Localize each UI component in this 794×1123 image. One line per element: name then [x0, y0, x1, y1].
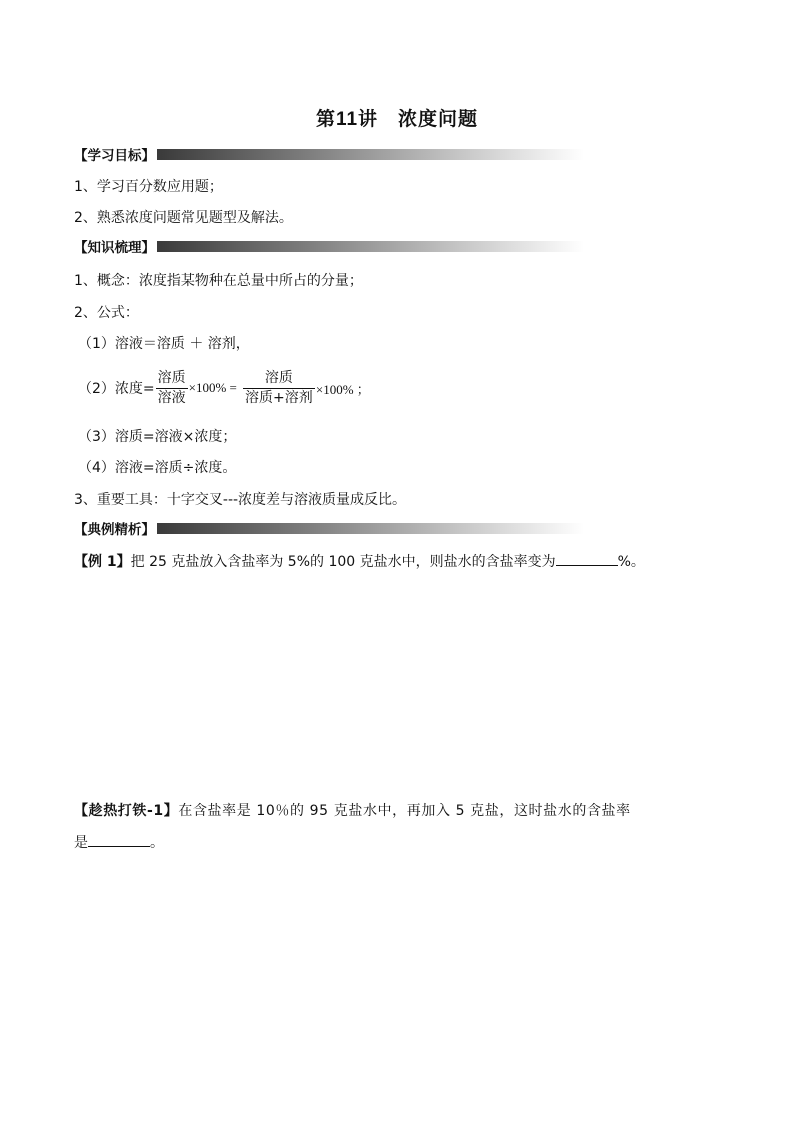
section-label: 【典例精析】: [74, 522, 155, 538]
fraction-1-numerator: 溶质: [156, 370, 188, 389]
formula-heading: 2、公式：: [74, 305, 139, 321]
page-title: [0, 104, 794, 131]
example-1-text: 把 25 克盐放入含盐率为 5%的 100 克盐水中，则盐水的含盐率变为: [130, 554, 556, 570]
practice-1-prefix: 是: [74, 835, 88, 851]
formula-1: （1）溶液＝溶质 ＋ 溶剂，: [78, 336, 250, 352]
answer-blank: [88, 833, 150, 847]
fraction-2: [243, 370, 315, 407]
section-header-examples: [74, 520, 584, 536]
formula-2: [78, 368, 370, 408]
concept-line: 1、概念：浓度指某物种在总量中所占的分量；: [74, 273, 363, 289]
section-header-goals: [74, 146, 584, 162]
fraction-1-denominator: 溶液: [157, 389, 186, 406]
formula-4: （4）溶液=溶质÷浓度。: [78, 460, 237, 476]
title-number: 11: [335, 109, 359, 130]
formula-2-label: （2）浓度=: [78, 381, 155, 397]
example-1: [74, 551, 645, 571]
goal-item-1: 1、学习百分数应用题；: [74, 179, 223, 195]
title-prefix: 第: [315, 108, 336, 130]
fraction-2-denominator: 溶质+溶剂: [245, 389, 313, 406]
formula-3: （3）溶质=溶液×浓度；: [78, 429, 237, 445]
practice-1-suffix: 。: [150, 835, 164, 851]
fraction-1: [156, 370, 188, 407]
section-gradient-bar: [157, 523, 584, 534]
practice-1: [74, 800, 631, 820]
section-label: 【知识梳理】: [74, 240, 155, 256]
section-gradient-bar: [157, 149, 584, 160]
example-1-suffix: %。: [617, 554, 645, 570]
section-gradient-bar: [157, 241, 584, 252]
example-1-tag: 【例 1】: [74, 554, 131, 570]
practice-1-text: 在含盐率是 10％的 95 克盐水中，再加入 5 克盐，这时盐水的含盐率: [178, 803, 631, 819]
times-percent-1: ×100% =: [188, 380, 237, 395]
title-text: 讲 浓度问题: [358, 108, 479, 130]
answer-blank: [556, 552, 618, 566]
section-label: 【学习目标】: [74, 148, 155, 164]
practice-1-line-2: [74, 832, 164, 852]
section-header-knowledge: [74, 238, 584, 254]
times-percent-2: ×100% ；: [315, 381, 370, 397]
goal-item-2: 2、熟悉浓度问题常见题型及解法。: [74, 210, 293, 226]
tool-line: 3、重要工具：十字交叉---浓度差与溶液质量成反比。: [74, 492, 407, 508]
fraction-2-numerator: 溶质: [243, 370, 315, 389]
practice-1-tag: 【趁热打铁-1】: [74, 803, 179, 819]
